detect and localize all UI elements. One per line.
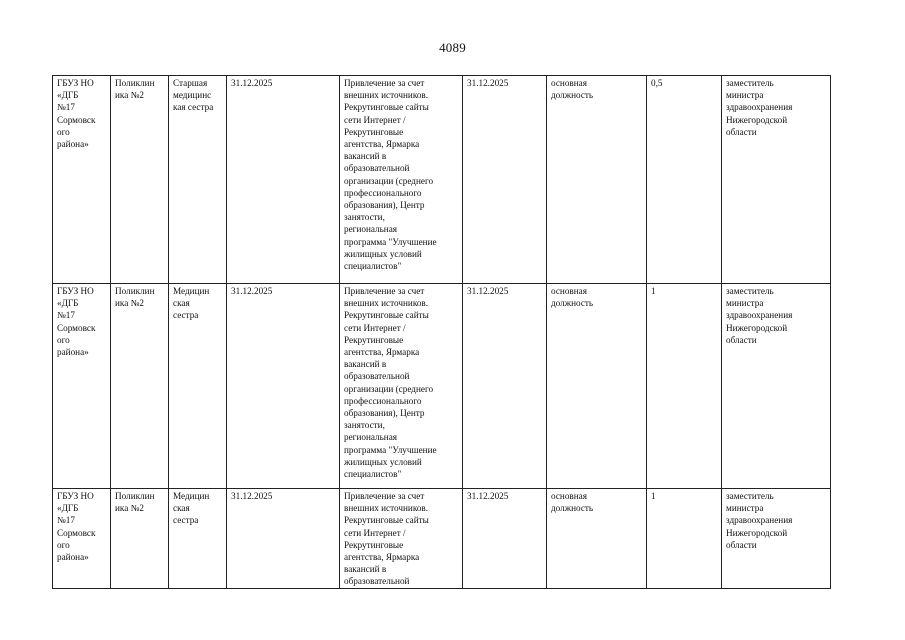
date-cell: 31.12.2025 xyxy=(227,284,340,489)
employment-type-cell: основная должность xyxy=(547,284,647,489)
deadline-cell: 31.12.2025 xyxy=(463,489,547,589)
page-number: 4089 xyxy=(439,40,466,55)
staffing-table xyxy=(52,75,831,589)
position-cell: Медицин ская сестра xyxy=(169,284,227,489)
unit-cell: Поликлин ика №2 xyxy=(111,284,169,489)
rate-cell: 1 xyxy=(647,489,722,589)
date-cell: 31.12.2025 xyxy=(227,489,340,589)
staffing-table-container xyxy=(52,75,830,589)
rate-cell: 1 xyxy=(647,284,722,489)
position-cell: Старшая медицинс кая сестра xyxy=(169,76,227,284)
method-cell: Привлечение за счет внешних источников. Рекрутинговые сайты сети Интернет / Рекрутинговые агентства, Ярмарка вакансий в образовательной организации (среднего профессионального образования), Центр занятости, региональная программа "Улучшение жилищных условий специалистов" xyxy=(340,76,463,284)
employment-type-cell: основная должность xyxy=(547,489,647,589)
rate-cell: 0,5 xyxy=(647,76,722,284)
date-cell: 31.12.2025 xyxy=(227,76,340,284)
employment-type-cell: основная должность xyxy=(547,76,647,284)
responsible-cell: заместитель министра здравоохранения Нижегородской области xyxy=(722,489,831,589)
method-cell: Привлечение за счет внешних источников. Рекрутинговые сайты сети Интернет / Рекрутинговые агентства, Ярмарка вакансий в образовательной xyxy=(340,489,463,589)
deadline-cell: 31.12.2025 xyxy=(463,284,547,489)
method-cell: Привлечение за счет внешних источников. Рекрутинговые сайты сети Интернет / Рекрутинговые агентства, Ярмарка вакансий в образовательной организации (среднего профессионального образования), Центр занятости, региональная программа "Улучшение жилищных условий специалистов" xyxy=(340,284,463,489)
deadline-cell: 31.12.2025 xyxy=(463,76,547,284)
responsible-cell: заместитель министра здравоохранения Нижегородской области xyxy=(722,76,831,284)
org-cell: ГБУЗ НО «ДГБ №17 Сормовск ого района» xyxy=(53,489,111,589)
table-row xyxy=(53,284,831,489)
position-cell: Медицин ская сестра xyxy=(169,489,227,589)
org-cell: ГБУЗ НО «ДГБ №17 Сормовск ого района» xyxy=(53,76,111,284)
responsible-cell: заместитель министра здравоохранения Нижегородской области xyxy=(722,284,831,489)
unit-cell: Поликлин ика №2 xyxy=(111,76,169,284)
unit-cell: Поликлин ика №2 xyxy=(111,489,169,589)
table-row xyxy=(53,489,831,589)
org-cell: ГБУЗ НО «ДГБ №17 Сормовск ого района» xyxy=(53,284,111,489)
table-row xyxy=(53,76,831,284)
